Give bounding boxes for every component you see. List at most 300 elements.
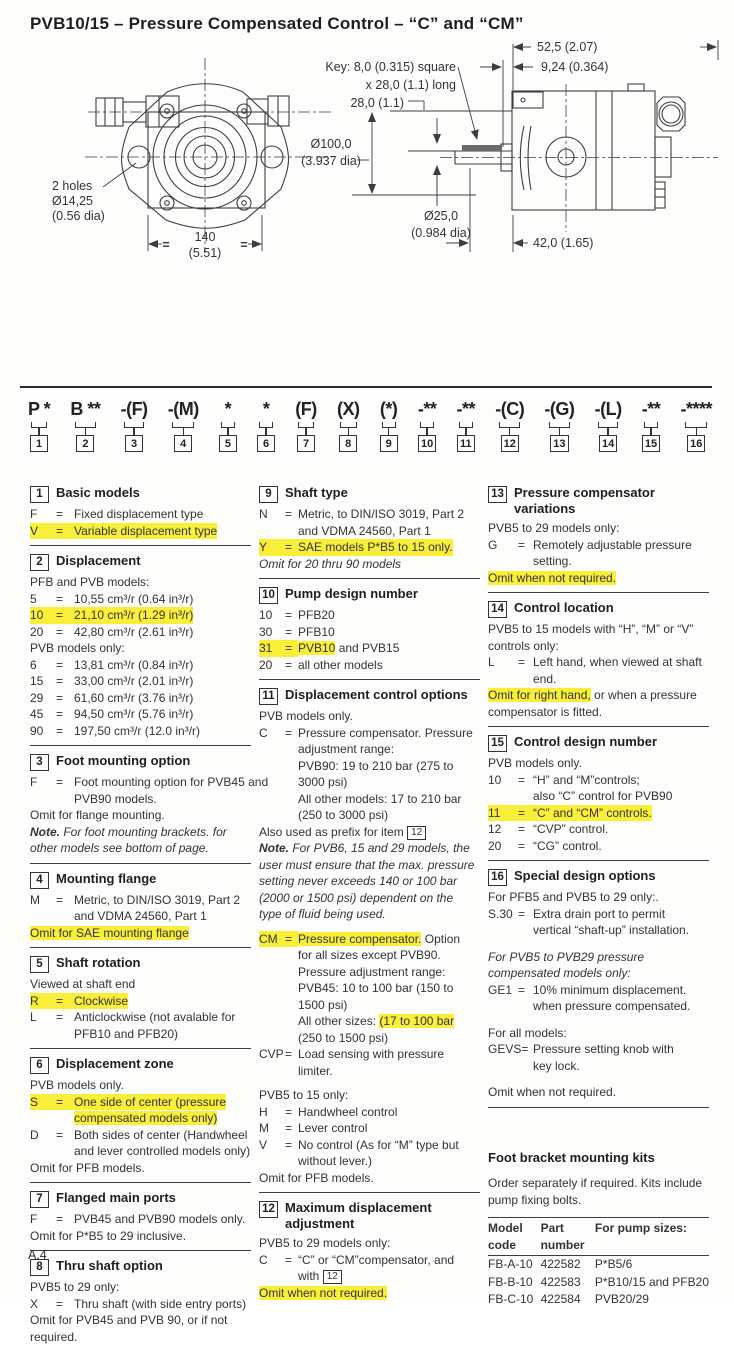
text-segment: PFB20 [298, 608, 335, 622]
text-segment: PVB45 and PVB90 models only. [74, 1212, 245, 1226]
foot-kits-desc-2: pump fixing bolts. [488, 1192, 709, 1209]
code-value: Y [259, 539, 285, 556]
text-segment: and PVB15 [335, 641, 399, 655]
text-segment: Omit for PFB models. [259, 1171, 374, 1185]
code-description [533, 838, 602, 855]
model-code-cell [295, 398, 316, 452]
code-value: GE1 [488, 982, 518, 999]
code-description [533, 982, 686, 999]
column-2 [259, 481, 480, 1345]
text-line [259, 1170, 480, 1187]
text-line [488, 965, 709, 982]
equals-sign: = [56, 690, 74, 707]
text-segment: PVB5 to 15 only: [259, 1088, 348, 1102]
code-value: N [259, 506, 285, 523]
text-line [259, 1153, 480, 1170]
model-code-cell [495, 398, 524, 452]
header-line: code [488, 1237, 541, 1254]
equals-sign: = [518, 906, 533, 923]
text-line [488, 998, 709, 1015]
code-value: 11 [488, 805, 518, 822]
equals-sign: = [56, 1296, 74, 1313]
text-segment: setting never exceeds 140 or 100 bar [259, 874, 457, 888]
equals-sign: = [56, 892, 74, 909]
text-line [488, 621, 709, 638]
text-line [259, 947, 480, 964]
model-code-fragment: -**** [680, 398, 712, 420]
code-description [74, 993, 128, 1010]
text-segment: Load sensing with pressure [298, 1047, 444, 1061]
code-description [298, 640, 399, 657]
code-description [74, 690, 193, 707]
model-code-position-box: 12 [501, 435, 519, 452]
text-segment: PVB models only. [259, 709, 353, 723]
key-label-2: x 28,0 (1.1) long [366, 78, 456, 92]
text-segment: Omit for 20 thru 90 models [259, 557, 401, 571]
bracket-stem [265, 428, 266, 435]
text-segment: Omit for SAE mounting flange [30, 926, 189, 940]
section-6 [30, 1056, 251, 1176]
code-description [533, 537, 692, 554]
dim-100-in: (3.937 dia) [301, 154, 361, 168]
text-segment: All other sizes: [298, 1014, 379, 1028]
model-code-fragment: -** [457, 398, 476, 420]
text-segment: For foot mounting brackets. for [60, 825, 227, 839]
dim-25-mm: Ø25,0 [424, 209, 458, 223]
text-line [488, 1084, 709, 1101]
holes-leader-line [103, 163, 136, 187]
section-number-box: 6 [30, 1057, 49, 1074]
section-number-box: 8 [30, 1259, 49, 1276]
model-code-fragment: P * [28, 398, 50, 420]
text-segment: with [298, 1269, 323, 1283]
section-number-box: 13 [488, 486, 507, 503]
model-code-cell [680, 398, 712, 452]
section-title: Mounting flange [56, 871, 156, 887]
text-line [30, 791, 251, 808]
text-segment: adjustment range: [298, 742, 394, 756]
text-segment: end. [533, 672, 556, 686]
text-segment: Note. [259, 841, 289, 855]
code-row [259, 506, 464, 523]
section-divider [30, 863, 251, 864]
section-number-box: 4 [30, 872, 49, 889]
section-13 [488, 485, 709, 586]
model-code-position-box: 8 [339, 435, 357, 452]
text-segment: 61,60 cm³/r (3.76 in³/r) [74, 691, 193, 705]
text-line [30, 1279, 251, 1296]
cell-part-number: 422584 [541, 1291, 595, 1309]
code-row [259, 1104, 397, 1121]
front-holes-label-2: Ø14,25 [52, 194, 93, 208]
section-15 [488, 734, 709, 854]
text-line [30, 640, 251, 657]
model-code-fragment: -(L) [595, 398, 622, 420]
code-value: 90 [30, 723, 56, 740]
dim-42: 42,0 (1.65) [533, 236, 593, 250]
model-code-cell [595, 398, 622, 452]
code-description [74, 624, 193, 641]
code-value: R [30, 993, 56, 1010]
section-title: Control location [514, 600, 614, 616]
bracket-stem [348, 428, 349, 435]
equals-sign: = [285, 506, 298, 523]
text-line [488, 755, 709, 772]
text-segment: One side of center (pressure [74, 1095, 226, 1109]
text-line [30, 1110, 251, 1127]
code-description [533, 805, 652, 822]
section-heading [488, 485, 709, 517]
pump-front-view [85, 58, 332, 253]
code-row [30, 624, 193, 641]
code-value: V [259, 1137, 285, 1154]
equals-sign: = [285, 725, 298, 742]
text-line [259, 741, 480, 758]
spacer [488, 1074, 709, 1084]
text-line [488, 922, 709, 939]
text-segment: PVB5 to 29 models only: [488, 521, 619, 535]
text-line [488, 788, 709, 805]
bracket-stem [183, 428, 184, 435]
section-9 [259, 485, 480, 572]
section-divider [30, 1182, 251, 1183]
code-description [74, 1127, 247, 1144]
code-row [259, 624, 335, 641]
text-segment: PVB10 [298, 641, 335, 655]
code-row [30, 690, 193, 707]
inline-ref-box: 12 [323, 1270, 342, 1284]
code-description [74, 723, 200, 740]
model-code-cell [168, 398, 199, 452]
code-description [298, 931, 460, 948]
equals-sign: = [285, 931, 298, 948]
header-line: For pump sizes: [595, 1220, 709, 1237]
text-segment: Pressure setting knob with [533, 1042, 674, 1056]
section-10 [259, 586, 480, 673]
model-code-position-box: 6 [257, 435, 275, 452]
model-code-fragment: (F) [295, 398, 316, 420]
section-title: Maximum displacement adjustment [285, 1200, 480, 1232]
code-description [74, 506, 203, 523]
text-line [30, 1143, 251, 1160]
code-row [259, 1120, 367, 1137]
code-value: F [30, 506, 56, 523]
code-value: 15 [30, 673, 56, 690]
section-heading [259, 687, 480, 705]
section-1 [30, 485, 251, 539]
text-line [488, 889, 709, 906]
text-segment: Metric, to DIN/ISO 3019, Part 2 [298, 507, 464, 521]
equals-sign: = [56, 774, 74, 791]
text-line [259, 997, 480, 1014]
text-segment: PVB45: 10 to 100 bar (150 to [298, 981, 453, 995]
main-divider [20, 386, 712, 388]
section-heading [259, 485, 480, 503]
code-row [30, 607, 193, 624]
code-row [30, 673, 193, 690]
code-description [298, 1252, 454, 1269]
section-heading [488, 868, 709, 886]
text-line [488, 1058, 709, 1075]
code-value: L [30, 1009, 56, 1026]
code-row [30, 657, 193, 674]
equals-sign: = [56, 523, 74, 540]
equals-sign: = [56, 673, 74, 690]
column-3-wrap [488, 481, 709, 1345]
section-heading [30, 1056, 251, 1074]
text-segment: Note. [30, 825, 60, 839]
code-value: 20 [30, 624, 56, 641]
section-number-box: 10 [259, 587, 278, 604]
dim-25-in: (0.984 dia) [411, 226, 471, 240]
text-line [259, 807, 480, 824]
text-line [30, 574, 251, 591]
text-line [30, 1228, 251, 1245]
section-2 [30, 553, 251, 739]
dim-9: 9,24 (0.364) [541, 60, 608, 74]
model-code-fragment: B ** [70, 398, 100, 420]
text-line [259, 774, 480, 791]
text-segment: For PVB6, 15 and 29 models, the [289, 841, 470, 855]
text-segment: limiter. [298, 1064, 333, 1078]
section-divider [30, 947, 251, 948]
header-line: number [541, 1237, 595, 1254]
text-segment: Omit for right hand, [488, 688, 591, 702]
break-mark-left: = [162, 238, 169, 252]
code-row [488, 654, 702, 671]
code-value: GEVS= [488, 1041, 518, 1058]
section-title: Pump design number [285, 586, 418, 602]
section-title: Displacement zone [56, 1056, 174, 1072]
page-number: A.4 [28, 1248, 47, 1262]
equals-sign: = [285, 657, 298, 674]
section-divider [259, 679, 480, 680]
code-row [259, 931, 460, 948]
code-value: S [30, 1094, 56, 1111]
table-row [488, 1256, 709, 1274]
spacer [259, 1079, 480, 1087]
text-segment: all other models [298, 658, 383, 672]
text-segment: 3000 psi) [298, 775, 347, 789]
code-value: X [30, 1296, 56, 1313]
model-code-position-box: 16 [687, 435, 705, 452]
model-code-fragment: -(M) [168, 398, 199, 420]
equals-sign: = [518, 772, 533, 789]
bracket-stem [650, 428, 651, 435]
text-segment: PVB5 to 29 only: [30, 1280, 119, 1294]
text-segment: Also used as prefix for item [259, 825, 407, 839]
cell-pump-sizes: PVB20/29 [595, 1291, 709, 1309]
section-title: Pressure compensator variations [514, 485, 709, 517]
model-code-position-box: 4 [174, 435, 192, 452]
model-code-cell [544, 398, 574, 452]
section-number-box: 12 [259, 1201, 278, 1218]
model-code-position-box: 5 [219, 435, 237, 452]
model-code-position-box: 11 [457, 435, 475, 452]
text-segment: (250 to 1500 psi) [298, 1031, 388, 1045]
side-knob [657, 97, 685, 131]
equals-sign: = [56, 506, 74, 523]
cell-model-code: FB-A-10 [488, 1256, 541, 1274]
text-segment: compensated models only) [74, 1111, 217, 1125]
code-value: CM [259, 931, 285, 948]
text-line [30, 976, 251, 993]
section-16 [488, 868, 709, 1101]
dim-100-mm: Ø100,0 [310, 137, 351, 151]
text-line [259, 1285, 480, 1302]
text-segment: Thru shaft (with side entry ports) [74, 1297, 246, 1311]
code-description [74, 1211, 245, 1228]
text-segment: 10% minimum displacement. [533, 983, 686, 997]
text-segment: compensated models only: [488, 966, 631, 980]
code-description [298, 725, 473, 742]
text-segment: “C” or “CM”compensator, and [298, 1253, 454, 1267]
equals-sign: = [56, 657, 74, 674]
model-code-position-box: 15 [642, 435, 660, 452]
bracket-stem [305, 428, 306, 435]
bracket-stem [38, 428, 39, 435]
text-segment: Omit when not required. [488, 1085, 616, 1099]
code-description [533, 821, 608, 838]
code-value: 45 [30, 706, 56, 723]
model-code-position-box: 10 [418, 435, 436, 452]
text-segment: Omit when not required. [488, 571, 616, 585]
code-description [74, 774, 268, 791]
text-segment: 42,80 cm³/r (2.61 in³/r) [74, 625, 193, 639]
cell-model-code: FB-B-10 [488, 1274, 541, 1292]
section-number-box: 3 [30, 754, 49, 771]
code-value: F [30, 1211, 56, 1228]
text-segment: PVB models only: [30, 641, 125, 655]
page-title: PVB10/15 – Pressure Compensated Control – “C” and “CM” [30, 14, 524, 34]
text-line [30, 1026, 251, 1043]
section-11 [259, 687, 480, 1186]
code-description [74, 523, 217, 540]
code-row [259, 657, 383, 674]
text-segment: (250 to 3000 psi) [298, 808, 388, 822]
code-row [488, 821, 608, 838]
text-segment: and lever controlled models only) [74, 1144, 250, 1158]
text-line [488, 949, 709, 966]
equals-sign: = [518, 982, 533, 999]
text-segment: PVB models only. [488, 756, 582, 770]
text-line [30, 807, 251, 824]
model-code-cell [418, 398, 437, 452]
section-number-box: 11 [259, 688, 278, 705]
section-number-box: 9 [259, 486, 278, 503]
section-divider [259, 578, 480, 579]
equals-sign: = [285, 1120, 298, 1137]
bracket-stem [559, 428, 560, 435]
model-code-cell [642, 398, 661, 452]
text-line [30, 908, 251, 925]
text-segment: Left hand, when viewed at shaft [533, 655, 702, 669]
text-segment: and VDMA 24560, Part 1 [298, 524, 431, 538]
equals-sign [518, 1041, 533, 1058]
front-width-dim-in: (5.51) [189, 246, 222, 260]
section-number-box: 7 [30, 1191, 49, 1208]
code-description [74, 1094, 226, 1111]
equals-sign: = [285, 1046, 298, 1063]
section-heading [488, 600, 709, 618]
code-value: 20 [259, 657, 285, 674]
section-heading [30, 1258, 251, 1276]
model-code-position-box: 2 [76, 435, 94, 452]
code-value: 30 [259, 624, 285, 641]
text-segment: PVB models only. [30, 1078, 124, 1092]
code-row [488, 982, 686, 999]
text-line [488, 704, 709, 721]
section-heading [30, 485, 251, 503]
text-segment: Fixed displacement type [74, 507, 203, 521]
code-row [30, 1211, 245, 1228]
text-segment: PFB and PVB models: [30, 575, 149, 589]
text-segment: 94,50 cm³/r (5.76 in³/r) [74, 707, 193, 721]
text-segment: without lever.) [298, 1154, 372, 1168]
text-segment: Clockwise [74, 994, 128, 1008]
text-segment: compensator is fitted. [488, 705, 602, 719]
cell-model-code: FB-C-10 [488, 1291, 541, 1309]
code-row [30, 1296, 246, 1313]
text-segment: “CVP” control. [533, 822, 608, 836]
code-description [74, 591, 193, 608]
text-segment: when pressure compensated. [533, 999, 690, 1013]
text-segment: PVB5 to 15 models with “H”, “M” or “V” [488, 622, 693, 636]
text-segment: Pressure compensator. Pressure [298, 726, 473, 740]
header-model-code [488, 1218, 541, 1256]
front-holes-label-1: 2 holes [52, 179, 92, 193]
table-header-row [488, 1218, 709, 1256]
cell-part-number: 422583 [541, 1274, 595, 1292]
text-line [488, 1025, 709, 1042]
text-segment: 10,55 cm³/r (0.64 in³/r) [74, 592, 193, 606]
code-row [259, 1046, 444, 1063]
text-segment: Foot mounting option for PVB45 and [74, 775, 268, 789]
section-number-box: 15 [488, 735, 507, 752]
code-value: V [30, 523, 56, 540]
model-code-cell [457, 398, 476, 452]
text-line [488, 638, 709, 655]
column-1 [30, 481, 251, 1345]
text-segment: “CG” control. [533, 839, 602, 853]
model-code-cell [70, 398, 100, 452]
text-line [259, 906, 480, 923]
text-segment: 33,00 cm³/r (2.01 in³/r) [74, 674, 193, 688]
section-title: Control design number [514, 734, 657, 750]
model-code-fragment: (*) [380, 398, 398, 420]
text-segment: setting. [533, 554, 572, 568]
code-value: 31 [259, 640, 285, 657]
text-segment: PFB10 [298, 625, 335, 639]
code-value: G [488, 537, 518, 554]
code-value: 5 [30, 591, 56, 608]
text-line [488, 687, 709, 704]
text-line [259, 708, 480, 725]
spacer [259, 923, 480, 931]
section-divider [30, 1048, 251, 1049]
header-pump-sizes [595, 1218, 709, 1256]
code-row [30, 892, 240, 909]
front-width-dim-mm: 140 [195, 230, 216, 244]
text-line [259, 980, 480, 997]
model-code-cell [257, 398, 275, 452]
section-heading [30, 955, 251, 973]
code-value: 10 [30, 607, 56, 624]
code-description [298, 1104, 397, 1121]
section-divider [259, 1192, 480, 1193]
text-line [259, 758, 480, 775]
code-value: 10 [259, 607, 285, 624]
